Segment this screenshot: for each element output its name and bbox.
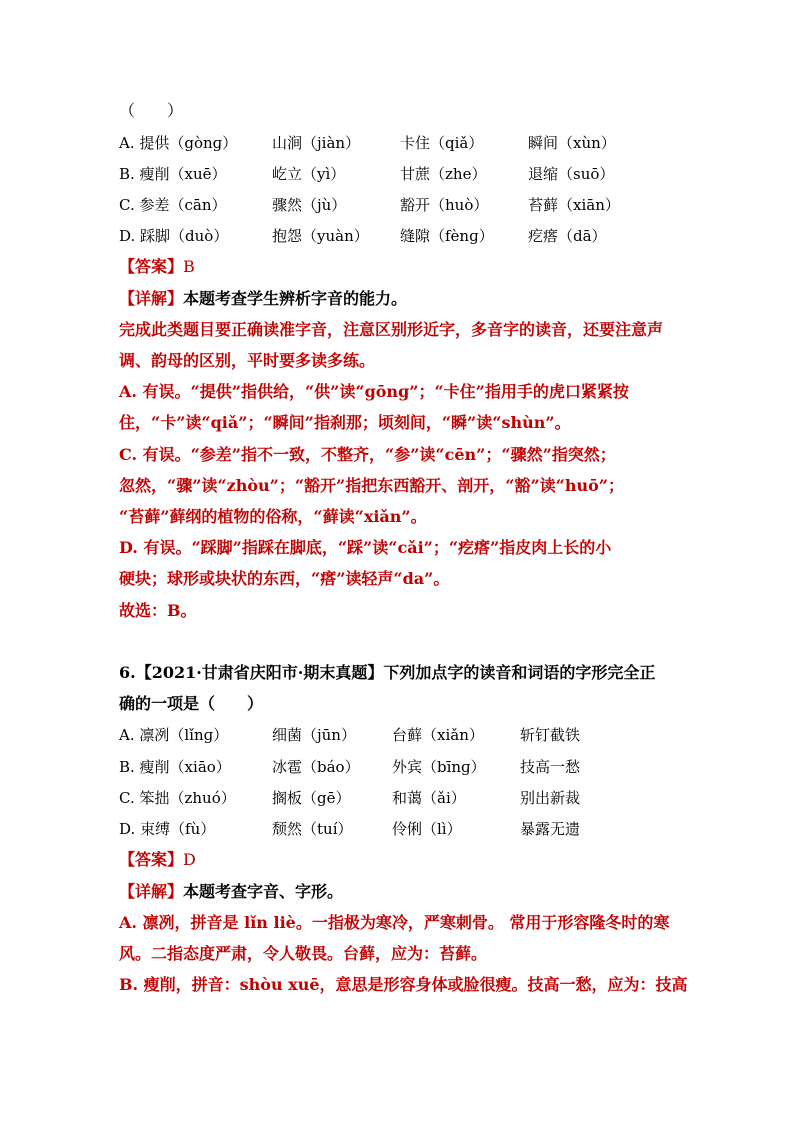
q6-explain-line: 风。二指态度严肃，令人敬畏。台藓，应为：苔藓。: [119, 944, 488, 963]
q6-detail: [119, 882, 343, 902]
q5-explain-line: 忽然，“骤”读“zhòu”；“豁开”指把东西豁开、剖开，“豁”读“huō”；: [119, 476, 624, 495]
q5-answer: [119, 257, 195, 277]
answer-tag: 【答案】: [119, 257, 184, 276]
q6-stem-line: 6.【2021·甘肃省庆阳市·期末真题】下列加点字的读音和词语的字形完全正: [119, 663, 656, 682]
q5-explain-line: 调、韵母的区别，平时要多读多练。: [119, 351, 376, 370]
q5-explain-line: 故选：B。: [119, 601, 197, 620]
q6-explain-line: A. 凛冽，拼音是 lǐn liè。一指极为寒冷，严寒刺骨。 常用于形容隆冬时的寒: [119, 913, 670, 932]
answer-tag: 【答案】: [119, 850, 184, 869]
q5-detail: [119, 289, 407, 309]
q5-explain-line: A. 有误。“提供”指供给，“供”读“gōnɡ”；“卡住”指用手的虎口紧紧按: [119, 382, 629, 401]
q5-explain-line: 硬块；球形或块状的东西，“瘩”读轻声“da”。: [119, 569, 450, 588]
detail-tag: 【详解】: [119, 289, 184, 308]
q5-explain-line: 完成此类题目要正确读准字音，注意区别形近字，多音字的读音，还要注意声: [119, 320, 664, 339]
answer-value: D: [183, 850, 196, 869]
q5-explain-line: “苔藓”藓纲的植物的俗称，“藓读“xiǎn”。: [119, 507, 427, 526]
q5-explain-line: C. 有误。“参差”指不一致，不整齐，“参”读“cēn”；“骤然”指突然；: [119, 445, 616, 464]
q6-answer: [119, 850, 196, 870]
detail-tag: 【详解】: [119, 882, 184, 901]
q5-explain-line: D. 有误。“踩脚”指踩在脚底，“踩”读“cǎi”；“疙瘩”指皮肉上长的小: [119, 538, 612, 557]
answer-value: B: [183, 257, 195, 276]
q5-explain-line: 住，“卡”读“qiǎ”；“瞬间”指刹那；顷刻间，“瞬”读“shùn”。: [119, 413, 571, 432]
q5-stem-tail: （ ）: [119, 101, 184, 120]
q6-stem-line: 确的一项是（ ）: [119, 694, 264, 713]
detail-intro: 本题考查学生辨析字音的能力。: [183, 289, 408, 308]
detail-intro: 本题考查字音、字形。: [183, 882, 344, 901]
q6-explain-line: B. 瘦削，拼音：shòu xuē，意思是形容身体或脸很瘦。技高一愁，应为：技高: [119, 975, 688, 994]
